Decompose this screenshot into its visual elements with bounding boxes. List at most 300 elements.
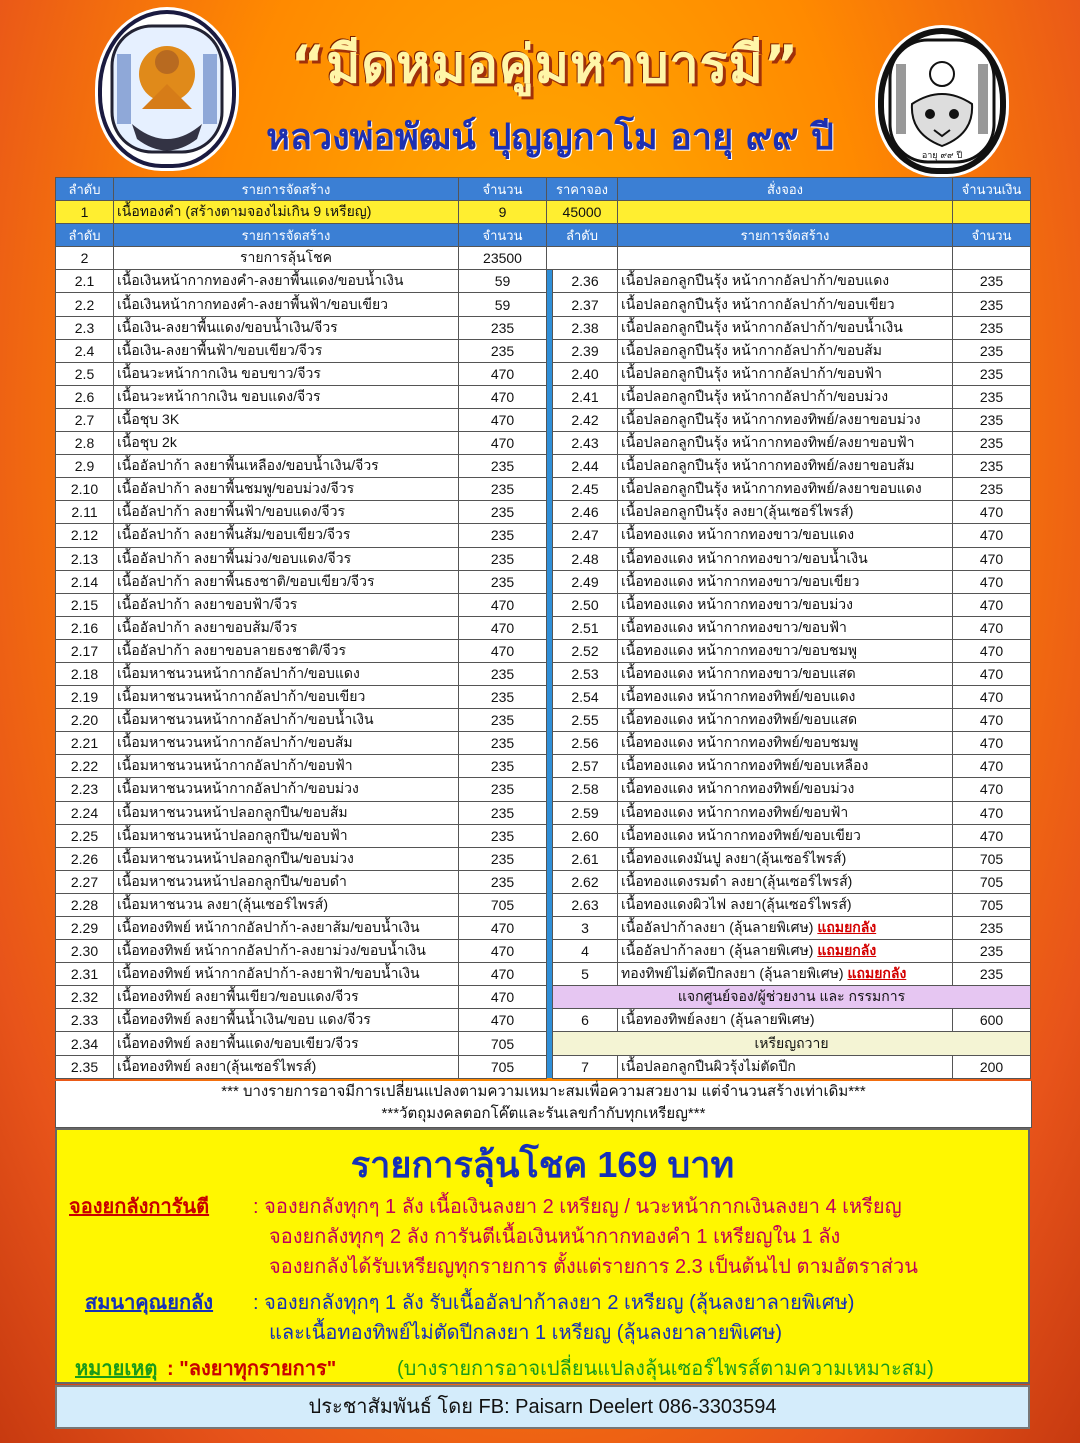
- left-row-name: เนื้อเงิน-ลงยาพื้นฟ้า/ขอบเขียว/จีวร: [114, 339, 459, 362]
- right-row-no: 2.43: [553, 432, 618, 455]
- right-row-name: [618, 662, 953, 685]
- left-row-qty: 235: [459, 524, 547, 547]
- left-row-qty: 470: [459, 940, 547, 963]
- table-row: [56, 662, 1031, 685]
- amount-cell: [953, 201, 1031, 224]
- section-banner: แจกศูนย์จอง/ผู้ช่วยงาน และ กรรมการ: [553, 986, 1031, 1009]
- right-row-name: [618, 316, 953, 339]
- right-row-qty: 235: [953, 432, 1031, 455]
- item-name: เนื้อปลอกลูกปืนรุ้ง ลงยา(ลุ้นเซอร์ไพรส์): [621, 503, 854, 520]
- left-row-name: เนื้ออัลปาก้า ลงยาพื้นชมพู/ขอบม่วง/จีวร: [114, 478, 459, 501]
- right-row-no: 2.47: [553, 524, 618, 547]
- right-row-name: [618, 570, 953, 593]
- bonus-line-1: : จองยกลังทุกๆ 1 ลัง รับเนื้ออัลปาก้าลงยา 2 เหรียญ (ลุ้นลงยาลายพิเศษ): [253, 1292, 855, 1314]
- right-row-no: 2.57: [553, 755, 618, 778]
- right-row-name: [618, 408, 953, 431]
- guarantee-label: จองยกลังการันตี: [69, 1196, 210, 1218]
- right-row-qty: 705: [953, 847, 1031, 870]
- header-cell: จำนวน: [459, 224, 547, 247]
- right-row-qty: 470: [953, 662, 1031, 685]
- table-row: [56, 316, 1031, 339]
- right-row-qty: 235: [953, 385, 1031, 408]
- right-row-name: [618, 616, 953, 639]
- right-row-no: 2.42: [553, 408, 618, 431]
- table-row: [56, 917, 1031, 940]
- right-row-name: [618, 362, 953, 385]
- item-name: เนื้อทองแดง หน้ากากทองทิพย์/ขอบม่วง: [621, 780, 855, 797]
- right-row-name: [618, 963, 953, 986]
- row-price: 45000: [547, 201, 618, 224]
- left-row-no: 2.1: [56, 270, 114, 293]
- left-row-no: 2.19: [56, 686, 114, 709]
- monk-medallion-logo: [98, 10, 236, 168]
- item-name: เนื้อทองทิพย์ลงยา (ลุ้นลายพิเศษ): [621, 1011, 815, 1028]
- left-row-name: เนื้อมหาชนวนหน้าปลอกลูกปืน/ขอบส้ม: [114, 801, 459, 824]
- right-row-name: [618, 455, 953, 478]
- item-name: เนื้อปลอกลูกปืนรุ้ง หน้ากากทองทิพย์/ลงยาขอบฟ้า: [621, 434, 915, 451]
- item-name: เนื้อปลอกลูกปืนรุ้ง หน้ากากอัลปาก้า/ขอบแดง: [621, 272, 890, 289]
- right-row-qty: 235: [953, 339, 1031, 362]
- right-row-qty: 235: [953, 316, 1031, 339]
- guarantee-line-1: : จองยกลังทุกๆ 1 ลัง เนื้อเงินลงยา 2 เหรียญ / นวะหน้ากากเงินลงยา 4 เหรียญ: [253, 1196, 902, 1218]
- table-row: [56, 940, 1031, 963]
- table-header-row-1: [56, 178, 1031, 201]
- right-row-no: 2.50: [553, 593, 618, 616]
- header-cell: จำนวน: [953, 224, 1031, 247]
- right-row-name: [618, 778, 953, 801]
- left-row-name: เนื้อเงินหน้ากากทองคำ-ลงยาพื้นแดง/ขอบน้ำเงิน: [114, 270, 459, 293]
- left-row-qty: 235: [459, 755, 547, 778]
- right-row-no: 2.49: [553, 570, 618, 593]
- left-row-name: เนื้อมหาชนวนหน้ากากอัลปาก้า/ขอบฟ้า: [114, 755, 459, 778]
- header-cell: สั่งจอง: [618, 178, 953, 201]
- left-row-no: 2.20: [56, 709, 114, 732]
- row-no: 2: [56, 247, 114, 270]
- left-row-qty: 470: [459, 616, 547, 639]
- left-row-qty: 235: [459, 686, 547, 709]
- item-name: เนื้อทองแดง หน้ากากทองทิพย์/ขอบฟ้า: [621, 803, 849, 820]
- left-row-qty: 235: [459, 732, 547, 755]
- guarantee-line-2: จองยกลังทุกๆ 2 ลัง การันตีเนื้อเงินหน้ากากทองคำ 1 เหรียญใน 1 ลัง: [269, 1226, 841, 1248]
- right-row-name: [618, 293, 953, 316]
- left-row-no: 2.30: [56, 940, 114, 963]
- item-name: เนื้อทองแดงมันปู ลงยา(ลุ้นเซอร์ไพรส์): [621, 849, 847, 866]
- right-row-name: [618, 501, 953, 524]
- promo-box: [55, 1128, 1030, 1384]
- bonus-tag: แถมยกลัง: [817, 942, 877, 959]
- table-row: [56, 847, 1031, 870]
- left-row-name: เนื้อทองทิพย์ ลงยาพื้นแดง/ขอบเขียว/จีวร: [114, 1032, 459, 1055]
- right-row-qty: 705: [953, 893, 1031, 916]
- row-name: เนื้อทองคำ (สร้างตามจองไม่เกิน 9 เหรียญ): [114, 201, 459, 224]
- order-cell: [618, 201, 953, 224]
- table-row: [56, 870, 1031, 893]
- table-row: [56, 986, 1031, 1009]
- right-row-name: [618, 385, 953, 408]
- left-row-name: เนื้ออัลปาก้า ลงยาขอบลายธงชาติ/จีวร: [114, 639, 459, 662]
- right-row-name: [618, 847, 953, 870]
- left-row-no: 2.22: [56, 755, 114, 778]
- left-row-no: 2.17: [56, 639, 114, 662]
- table-row: [56, 824, 1031, 847]
- item-name: เนื้อปลอกลูกปืนรุ้ง หน้ากากอัลปาก้า/ขอบน้ำเงิน: [621, 318, 903, 335]
- right-row-no: 2.58: [553, 778, 618, 801]
- item-name: เนื้ออัลปาก้าลงยา (ลุ้นลายพิเศษ): [621, 942, 814, 959]
- left-row-no: 2.4: [56, 339, 114, 362]
- bonus-label: สมนาคุณยกลัง: [85, 1292, 214, 1314]
- table-row: [56, 547, 1031, 570]
- left-row-name: เนื้อมหาชนวนหน้ากากอัลปาก้า/ขอบเขียว: [114, 686, 459, 709]
- blank-cell: [953, 247, 1031, 270]
- right-row-no: 2.39: [553, 339, 618, 362]
- left-row-name: เนื้ออัลปาก้า ลงยาขอบส้ม/จีวร: [114, 616, 459, 639]
- table-row: [56, 501, 1031, 524]
- left-row-no: 2.21: [56, 732, 114, 755]
- right-row-qty: 470: [953, 547, 1031, 570]
- right-row-name: [618, 1055, 953, 1078]
- item-name: เนื้อทองแดง หน้ากากทองทิพย์/ขอบชมพู: [621, 734, 859, 751]
- left-row-no: 2.10: [56, 478, 114, 501]
- item-name: เนื้อทองแดง หน้ากากทองทิพย์/ขอบแดง: [621, 688, 856, 705]
- table-row: [56, 270, 1031, 293]
- table-row: [56, 755, 1031, 778]
- left-row-qty: 235: [459, 662, 547, 685]
- right-row-qty: 470: [953, 639, 1031, 662]
- table-row: [56, 778, 1031, 801]
- right-row-no: 2.48: [553, 547, 618, 570]
- left-row-no: 2.16: [56, 616, 114, 639]
- right-row-no: 2.44: [553, 455, 618, 478]
- table-row: [56, 524, 1031, 547]
- table-row: [56, 339, 1031, 362]
- table-row: [56, 385, 1031, 408]
- right-row-no: 2.56: [553, 732, 618, 755]
- left-row-qty: 235: [459, 778, 547, 801]
- left-row-qty: 235: [459, 316, 547, 339]
- left-row-name: เนื้อนวะหน้ากากเงิน ขอบขาว/จีวร: [114, 362, 459, 385]
- right-row-name: [618, 801, 953, 824]
- left-row-name: เนื้ออัลปาก้า ลงยาพื้นฟ้า/ขอบแดง/จีวร: [114, 501, 459, 524]
- left-row-no: 2.6: [56, 385, 114, 408]
- header-cell: จำนวน: [459, 178, 547, 201]
- left-row-qty: 235: [459, 870, 547, 893]
- left-row-no: 2.35: [56, 1055, 114, 1078]
- right-row-name: [618, 593, 953, 616]
- right-row-qty: 470: [953, 524, 1031, 547]
- left-row-name: เนื้อชุบ 3K: [114, 408, 459, 431]
- table-row: [56, 432, 1031, 455]
- item-name: เนื้อปลอกลูกปืนรุ้ง หน้ากากอัลปาก้า/ขอบม่วง: [621, 387, 889, 404]
- left-row-qty: 470: [459, 639, 547, 662]
- row-qty: 23500: [459, 247, 547, 270]
- table-row: [56, 1055, 1031, 1078]
- row-name: รายการลุ้นโชค: [114, 247, 459, 270]
- item-name: เนื้อทองแดง หน้ากากทองทิพย์/ขอบแสด: [621, 711, 858, 728]
- right-row-no: 2.62: [553, 870, 618, 893]
- right-row-qty: 600: [953, 1009, 1031, 1032]
- left-row-qty: 470: [459, 963, 547, 986]
- table-row: [56, 1032, 1031, 1055]
- table-row: [56, 362, 1031, 385]
- left-row-name: เนื้ออัลปาก้า ลงยาพื้นธงชาติ/ขอบเขียว/จีวร: [114, 570, 459, 593]
- right-row-name: [618, 547, 953, 570]
- right-row-qty: 235: [953, 270, 1031, 293]
- right-row-qty: 235: [953, 293, 1031, 316]
- table-row: [56, 293, 1031, 316]
- right-row-no: 3: [553, 917, 618, 940]
- item-name: เนื้อทองแดง หน้ากากทองทิพย์/ขอบเหลือง: [621, 757, 869, 774]
- table-row: [56, 639, 1031, 662]
- subtitle: หลวงพ่อพัฒน์ ปุญญกาโม อายุ ๙๙ ปี: [266, 117, 834, 158]
- right-row-no: 4: [553, 940, 618, 963]
- notes: [55, 1081, 1032, 1128]
- left-row-name: เนื้อทองทิพย์ ลงยาพื้นน้ำเงิน/ขอบ แดง/จีวร: [114, 1009, 459, 1032]
- left-row-no: 2.8: [56, 432, 114, 455]
- item-name: เนื้อปลอกลูกปืนรุ้ง หน้ากากทองทิพย์/ลงยาขอบแดง: [621, 480, 922, 497]
- right-row-name: [618, 824, 953, 847]
- table-row: [56, 478, 1031, 501]
- left-row-qty: 705: [459, 1032, 547, 1055]
- left-row-qty: 705: [459, 1055, 547, 1078]
- header-cell: ลำดับ: [56, 178, 114, 201]
- left-row-no: 2.7: [56, 408, 114, 431]
- right-row-no: 2.53: [553, 662, 618, 685]
- left-row-no: 2.14: [56, 570, 114, 593]
- left-row-name: เนื้อทองทิพย์ ลงยาพื้นเขียว/ขอบแดง/จีวร: [114, 986, 459, 1009]
- header-cell: ลำดับ: [56, 224, 114, 247]
- right-row-qty: 470: [953, 501, 1031, 524]
- left-row-name: เนื้อมหาชนวนหน้ากากอัลปาก้า/ขอบน้ำเงิน: [114, 709, 459, 732]
- left-row-name: เนื้ออัลปาก้า ลงยาพื้นม่วง/ขอบแดง/จีวร: [114, 547, 459, 570]
- left-row-name: เนื้อเงินหน้ากากทองคำ-ลงยาพื้นฟ้า/ขอบเขียว: [114, 293, 459, 316]
- left-row-no: 2.26: [56, 847, 114, 870]
- left-row-qty: 235: [459, 801, 547, 824]
- left-row-name: เนื้ออัลปาก้า ลงยาพื้นส้ม/ขอบเขียว/จีวร: [114, 524, 459, 547]
- table-header-row-2: [56, 224, 1031, 247]
- right-row-qty: 470: [953, 778, 1031, 801]
- left-row-qty: 235: [459, 824, 547, 847]
- main-title: “มีดหมอคู่มหาบารมี”: [290, 35, 800, 95]
- lucky-row: [56, 247, 1031, 270]
- right-row-qty: 200: [953, 1055, 1031, 1078]
- right-row-no: 2.46: [553, 501, 618, 524]
- right-row-name: [618, 639, 953, 662]
- right-row-name: [618, 270, 953, 293]
- item-name: เนื้อปลอกลูกปืนรุ้ง หน้ากากอัลปาก้า/ขอบเขียว: [621, 295, 895, 312]
- item-name: เนื้อทองแดง หน้ากากทองขาว/ขอบเขียว: [621, 572, 860, 589]
- guarantee-line-3: จองยกลังได้รับเหรียญทุกรายการ ตั้งแต่รายการ 2.3 เป็นต้นไป ตามอัตราส่วน: [269, 1256, 918, 1278]
- left-row-qty: 470: [459, 362, 547, 385]
- right-row-qty: 235: [953, 408, 1031, 431]
- remark-label: หมายเหตุ: [75, 1358, 158, 1380]
- left-row-qty: 235: [459, 455, 547, 478]
- right-row-no: 2.51: [553, 616, 618, 639]
- left-row-no: 2.15: [56, 593, 114, 616]
- left-row-name: เนื้อชุบ 2k: [114, 432, 459, 455]
- right-row-no: 2.45: [553, 478, 618, 501]
- item-name: เนื้อปลอกลูกปืนรุ้ง หน้ากากทองทิพย์/ลงยาขอบม่วง: [621, 410, 921, 427]
- item-name: เนื้อปลอกลูกปืนรุ้ง หน้ากากอัลปาก้า/ขอบฟ้า: [621, 364, 882, 381]
- row-no: 1: [56, 201, 114, 224]
- right-row-no: 2.63: [553, 893, 618, 916]
- left-row-no: 2.9: [56, 455, 114, 478]
- header-cell: รายการจัดสร้าง: [618, 224, 953, 247]
- item-name: เนื้อทองแดง หน้ากากทองขาว/ขอบน้ำเงิน: [621, 549, 868, 566]
- table-row: [56, 963, 1031, 986]
- blank-cell: [547, 247, 618, 270]
- left-row-no: 2.23: [56, 778, 114, 801]
- right-row-no: 2.37: [553, 293, 618, 316]
- right-row-name: [618, 524, 953, 547]
- left-row-qty: 470: [459, 385, 547, 408]
- left-row-qty: 470: [459, 432, 547, 455]
- right-row-no: 6: [553, 1009, 618, 1032]
- promo-title: รายการลุ้นโชค 169 บาท: [350, 1144, 735, 1185]
- right-row-qty: 235: [953, 917, 1031, 940]
- left-row-no: 2.24: [56, 801, 114, 824]
- right-row-qty: 705: [953, 870, 1031, 893]
- left-row-name: เนื้อทองทิพย์ หน้ากากอัลปาก้า-ลงยาฟ้า/ขอบน้ำเงิน: [114, 963, 459, 986]
- item-name: เนื้ออัลปาก้าลงยา (ลุ้นลายพิเศษ): [621, 919, 814, 936]
- tiger-medallion-logo: [878, 28, 1006, 174]
- bonus-tag: แถมยกลัง: [847, 965, 907, 982]
- left-row-qty: 59: [459, 293, 547, 316]
- table-row: [56, 616, 1031, 639]
- left-row-no: 2.29: [56, 917, 114, 940]
- right-row-qty: 470: [953, 755, 1031, 778]
- right-row-name: [618, 709, 953, 732]
- right-row-name: [618, 732, 953, 755]
- item-name: เนื้อทองแดง หน้ากากทองขาว/ขอบชมพู: [621, 641, 858, 658]
- left-row-qty: 235: [459, 570, 547, 593]
- right-row-qty: 470: [953, 686, 1031, 709]
- item-name: เนื้อปลอกลูกปืนรุ้ง หน้ากากทองทิพย์/ลงยาขอบส้ม: [621, 457, 915, 474]
- right-row-qty: 470: [953, 709, 1031, 732]
- table-row: [56, 709, 1031, 732]
- right-row-name: [618, 339, 953, 362]
- right-row-qty: 470: [953, 801, 1031, 824]
- item-name: เนื้อทองแดง หน้ากากทองขาว/ขอบฟ้า: [621, 618, 847, 635]
- header-cell: ลำดับ: [547, 224, 618, 247]
- left-row-no: 2.18: [56, 662, 114, 685]
- bonus-line-2: และเนื้อทองทิพย์ไม่ตัดปีกลงยา 1 เหรียญ (ลุ้นลงยาลายพิเศษ): [269, 1322, 783, 1344]
- right-row-no: 2.55: [553, 709, 618, 732]
- left-row-no: 2.25: [56, 824, 114, 847]
- left-row-no: 2.5: [56, 362, 114, 385]
- left-row-name: เนื้อนวะหน้ากากเงิน ขอบแดง/จีวร: [114, 385, 459, 408]
- right-row-no: 2.36: [553, 270, 618, 293]
- left-row-no: 2.11: [56, 501, 114, 524]
- left-row-name: เนื้อทองทิพย์ หน้ากากอัลปาก้า-ลงยาม่วง/ขอบน้ำเงิน: [114, 940, 459, 963]
- right-row-qty: 470: [953, 824, 1031, 847]
- left-row-qty: 235: [459, 478, 547, 501]
- left-row-no: 2.12: [56, 524, 114, 547]
- left-row-qty: 235: [459, 339, 547, 362]
- right-row-name: [618, 917, 953, 940]
- left-row-qty: 59: [459, 270, 547, 293]
- right-row-no: 2.41: [553, 385, 618, 408]
- remark-quote: : "ลงยาทุกรายการ": [167, 1358, 337, 1380]
- right-row-no: 2.40: [553, 362, 618, 385]
- left-row-no: 2.2: [56, 293, 114, 316]
- left-row-no: 2.33: [56, 1009, 114, 1032]
- right-row-qty: 235: [953, 940, 1031, 963]
- row-qty: 9: [459, 201, 547, 224]
- left-row-qty: 235: [459, 847, 547, 870]
- left-row-no: 2.3: [56, 316, 114, 339]
- right-row-no: 2.61: [553, 847, 618, 870]
- note-line-2: ***วัตถุมงคลตอกโค๊ตและรันเลขกำกับทุกเหรียญ***: [381, 1105, 706, 1122]
- remark-text: (บางรายการอาจเปลี่ยนแปลงลุ้นเซอร์ไพรส์ตามความเหมาะสม): [397, 1358, 934, 1380]
- item-name: เนื้อทองแดงผิวไฟ ลงยา(ลุ้นเซอร์ไพรส์): [621, 895, 852, 912]
- left-row-qty: 470: [459, 593, 547, 616]
- table-row: [56, 1009, 1031, 1032]
- left-row-name: เนื้อมหาชนวนหน้ากากอัลปาก้า/ขอบแดง: [114, 662, 459, 685]
- left-row-no: 2.31: [56, 963, 114, 986]
- item-name: เนื้อทองแดง หน้ากากทองทิพย์/ขอบเขียว: [621, 826, 861, 843]
- right-row-name: [618, 893, 953, 916]
- left-row-name: เนื้อทองทิพย์ หน้ากากอัลปาก้า-ลงยาส้ม/ขอบน้ำเงิน: [114, 917, 459, 940]
- left-row-no: 2.13: [56, 547, 114, 570]
- section-banner: เหรียญถวาย: [553, 1032, 1031, 1055]
- header-cell: จำนวนเงิน: [953, 178, 1031, 201]
- right-row-no: 7: [553, 1055, 618, 1078]
- left-row-qty: 235: [459, 501, 547, 524]
- left-row-qty: 705: [459, 893, 547, 916]
- right-row-qty: 470: [953, 732, 1031, 755]
- left-row-qty: 470: [459, 917, 547, 940]
- left-row-name: เนื้อมหาชนวนหน้าปลอกลูกปืน/ขอบฟ้า: [114, 824, 459, 847]
- header-cell: ราคาจอง: [547, 178, 618, 201]
- table-row: [56, 686, 1031, 709]
- bonus-tag: แถมยกลัง: [817, 919, 877, 936]
- item-name: เนื้อทองแดง หน้ากากทองขาว/ขอบม่วง: [621, 595, 853, 612]
- left-row-name: เนื้อทองทิพย์ ลงยา(ลุ้นเซอร์ไพรส์): [114, 1055, 459, 1078]
- item-name: เนื้อปลอกลูกปืนรุ้ง หน้ากากอัลปาก้า/ขอบส้ม: [621, 341, 882, 358]
- left-row-qty: 470: [459, 1009, 547, 1032]
- left-row-qty: 470: [459, 986, 547, 1009]
- right-row-name: [618, 870, 953, 893]
- table-row: [56, 408, 1031, 431]
- table-row: [56, 893, 1031, 916]
- table-row: [56, 593, 1031, 616]
- left-row-qty: 235: [459, 547, 547, 570]
- item-name: เนื้อปลอกลูกปืนผิวรุ้งไม่ตัดปีก: [621, 1057, 796, 1074]
- right-row-qty: 470: [953, 593, 1031, 616]
- left-row-no: 2.32: [56, 986, 114, 1009]
- right-row-qty: 235: [953, 362, 1031, 385]
- item-name: ทองทิพย์ไม่ตัดปีกลงยา (ลุ้นลายพิเศษ): [621, 965, 844, 982]
- header: [0, 0, 1080, 170]
- left-row-name: เนื้อมหาชนวน ลงยา(ลุ้นเซอร์ไพรส์): [114, 893, 459, 916]
- item-table: [55, 177, 1030, 1079]
- right-row-no: 5: [553, 963, 618, 986]
- right-row-qty: 235: [953, 478, 1031, 501]
- right-row-name: [618, 478, 953, 501]
- left-row-name: เนื้อมหาชนวนหน้ากากอัลปาก้า/ขอบส้ม: [114, 732, 459, 755]
- left-row-qty: 470: [459, 408, 547, 431]
- right-row-no: 2.60: [553, 824, 618, 847]
- right-row-name: [618, 1009, 953, 1032]
- note-line-1: *** บางรายการอาจมีการเปลี่ยนแปลงตามความเหมาะสมเพื่อความสวยงาม แต่จำนวนสร้างเท่าเดิม***: [221, 1083, 866, 1100]
- left-row-name: เนื้ออัลปาก้า ลงยาพื้นเหลือง/ขอบน้ำเงิน/จีวร: [114, 455, 459, 478]
- footer: ประชาสัมพันธ์ โดย FB: Paisarn Deelert 086-3303594: [55, 1385, 1030, 1429]
- right-row-name: [618, 686, 953, 709]
- table-row: [56, 801, 1031, 824]
- table-row: [56, 455, 1031, 478]
- right-row-no: 2.38: [553, 316, 618, 339]
- svg-text:อายุ ๙๙ ปี: อายุ ๙๙ ปี: [921, 151, 963, 161]
